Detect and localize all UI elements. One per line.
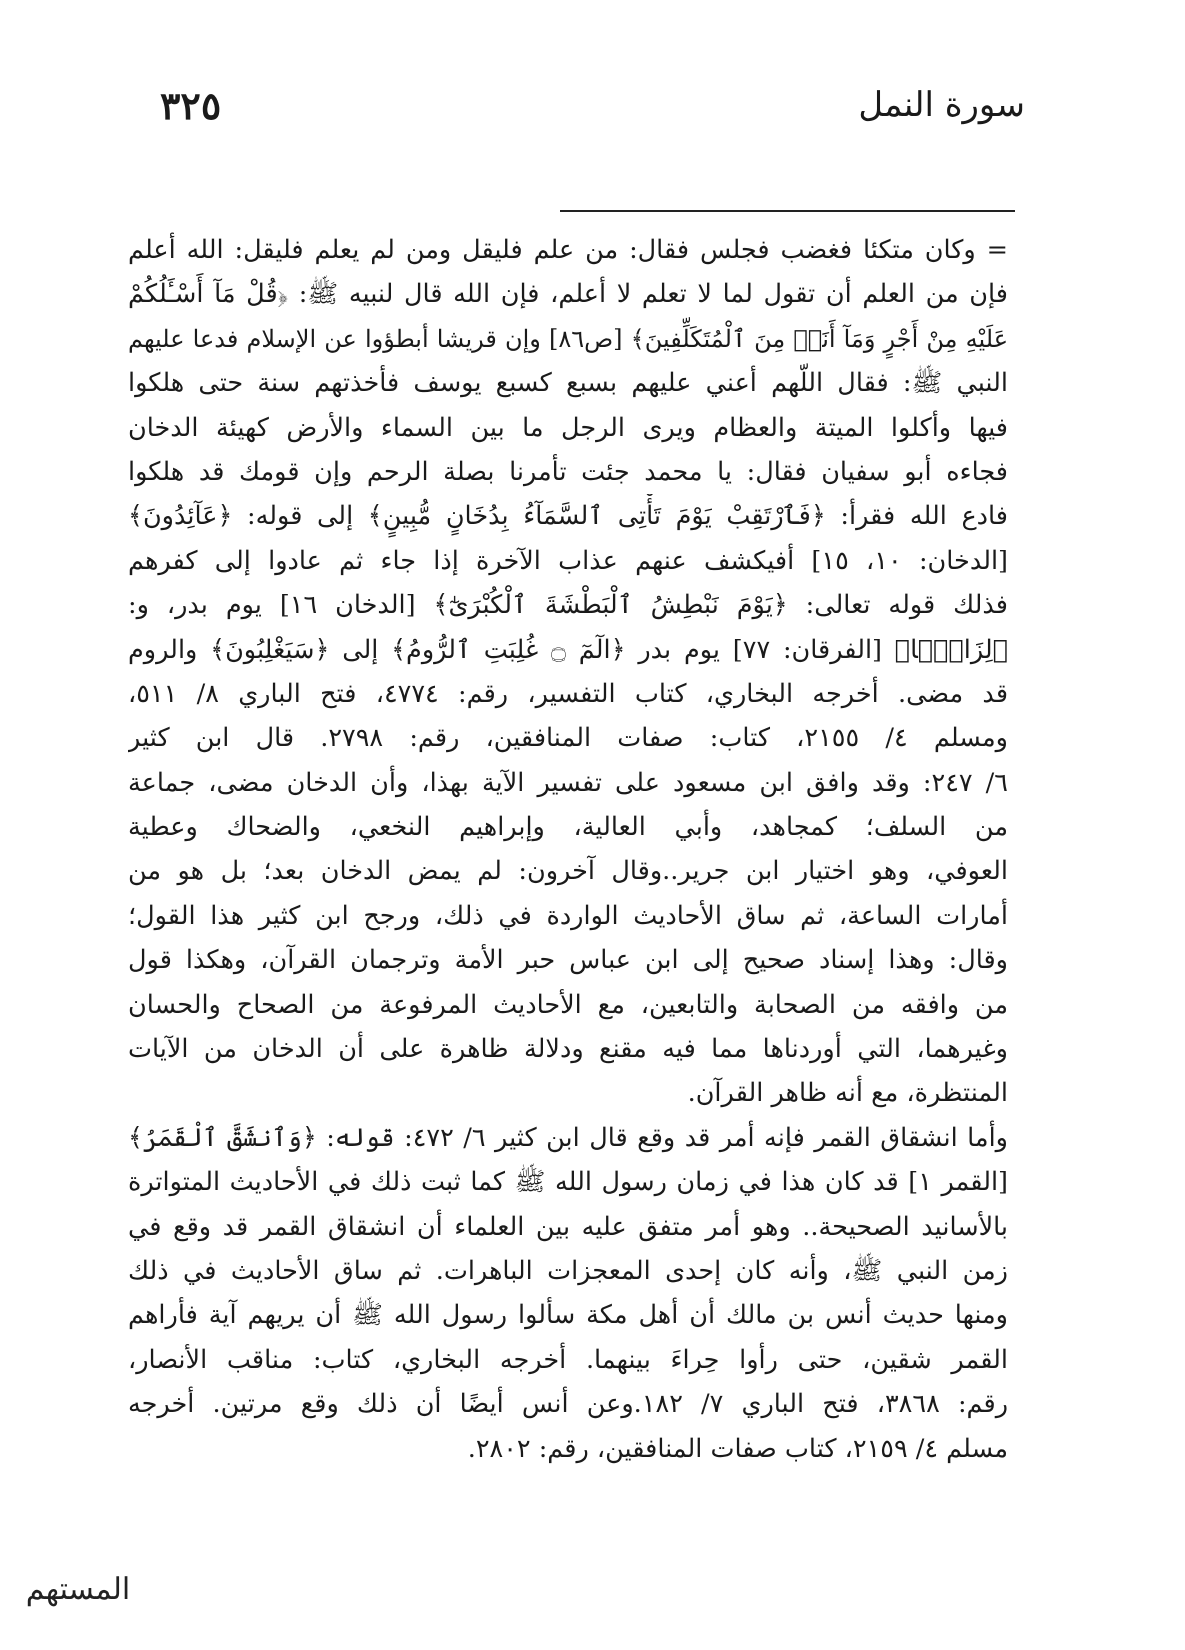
text-line: المنتظرة، مع أنه ظاهر القرآن. bbox=[687, 1078, 1008, 1109]
text-line: فذلك قوله تعالى: ﴿يَوْمَ نَبْطِشُ ٱلْبَطْشَةَ ٱلْكُبْرَىٰٓ﴾ [الدخان ١٦] يوم بدر، و: bbox=[128, 590, 1008, 621]
footnote-divider bbox=[560, 210, 1015, 212]
text-line: عَلَيْهِ مِنْ أَجْرٍ وَمَآ أَنَا۠ مِنَ ٱلْمُتَكَلِّفِينَ﴾ [ص٨٦] وإن قريشا أبطؤوا عن الإسلام فدعا عليهم bbox=[128, 324, 1008, 353]
text-line: = وكان متكئا فغضب فجلس فقال: من علم فليقل ومن لم يعلم فليقل: الله أعلم bbox=[128, 235, 1008, 265]
text-line: [الدخان: ١٠، ١٥] أفيكشف عنهم عذاب الآخرة إذا جاء ثم عادوا إلى كفرهم bbox=[128, 545, 1008, 576]
text-line: فيها وأكلوا الميتة والعظام ويرى الرجل ما بين السماء والأرض كهيئة الدخان bbox=[128, 412, 1008, 443]
page-header bbox=[160, 70, 1025, 140]
text-line: من السلف؛ كمجاهد، وأبي العالية، وإبراهيم النخعي، والضحاك وعطية bbox=[128, 812, 1008, 843]
text-line: بالأسانيد الصحيحة.. وهو أمر متفق عليه بين العلماء أن انشقاق القمر قد وقع في bbox=[128, 1211, 1008, 1242]
text-line: ﴿لِزَامًۢا﴾ [الفرقان: ٧٧] يوم بدر ﴿الٓمٓ ۝ غُلِبَتِ ٱلرُّومُ﴾ إلى ﴿سَيَغْلِبُونَ﴾ والروم bbox=[128, 634, 1008, 665]
text-line: ٦/ ٢٤٧: وقد وافق ابن مسعود على تفسير الآية بهذا، وأن الدخان مضى، جماعة bbox=[128, 767, 1008, 798]
surah-title: سورة النمل bbox=[858, 85, 1025, 125]
text-line: وغيرهما، التي أوردناها مما فيه مقنع ودلالة ظاهرة على أن الدخان من الآيات bbox=[128, 1034, 1008, 1065]
text-line: العوفي، وهو اختيار ابن جرير..وقال آخرون: لم يمض الدخان بعد؛ بل هو من bbox=[128, 856, 1008, 887]
text-line: رقم: ٣٨٦٨، فتح الباري ٧/ ١٨٢.وعن أنس أيضًا أن ذلك وقع مرتين. أخرجه bbox=[128, 1389, 1008, 1420]
watermark-logo bbox=[18, 1547, 138, 1632]
text-line: مسلم ٤/ ٢١٥٩، كتاب صفات المنافقين، رقم: ٢٨٠٢. bbox=[467, 1433, 1008, 1464]
text-line: من وافقه من الصحابة والتابعين، مع الأحاديث المرفوعة من الصحاح والحسان bbox=[128, 989, 1008, 1020]
text-line: قد مضى. أخرجه البخاري، كتاب التفسير، رقم: ٤٧٧٤، فتح الباري ٨/ ٥١١، bbox=[128, 678, 1008, 709]
page-number: ٣٢٥ bbox=[160, 82, 222, 128]
text-line: [القمر ١] قد كان هذا في زمان رسول الله ﷺ كما ثبت ذلك في الأحاديث المتواترة bbox=[128, 1167, 1008, 1198]
text-line: وأما انشقاق القمر فإنه أمر قد وقع قال ابن كثير ٦/ ٤٧٢: قوله: ﴿وَٱنشَقَّ ٱلْقَمَرُ﴾ bbox=[128, 1122, 1008, 1153]
text-line: فجاءه أبو سفيان فقال: يا محمد جئت تأمرنا بصلة الرحم وإن قومك قد هلكوا bbox=[128, 456, 1008, 487]
text-line: زمن النبي ﷺ، وأنه كان إحدى المعجزات الباهرات. ثم ساق الأحاديث في ذلك bbox=[128, 1255, 1008, 1286]
text-line: فادع الله فقرأ: ﴿فَٱرْتَقِبْ يَوْمَ تَأْتِى ٱلسَّمَآءُ بِدُخَانٍ مُّبِينٍ﴾ إلى قوله: ﴿عَآئِدُونَ﴾ bbox=[128, 501, 1008, 532]
text-line: فإن من العلم أن تقول لما لا تعلم لا أعلم، فإن الله قال لنبيه ﷺ: ﴿قُلْ مَآ أَسْـَٔلُكُمْ bbox=[128, 279, 1008, 310]
text-line: وقال: وهذا إسناد صحيح إلى ابن عباس حبر الأمة وترجمان القرآن، وهكذا قول bbox=[128, 945, 1008, 976]
watermark-text: المستهم bbox=[25, 1572, 131, 1607]
text-line: ومسلم ٤/ ٢١٥٥، كتاب: صفات المنافقين، رقم: ٢٧٩٨. قال ابن كثير bbox=[128, 723, 1008, 754]
footnote-body bbox=[128, 228, 1008, 1471]
text-line: القمر شقين، حتى رأوا حِراءَ بينهما. أخرجه البخاري، كتاب: مناقب الأنصار، bbox=[128, 1344, 1008, 1375]
text-line: النبي ﷺ: فقال اللّهم أعني عليهم بسبع كسبع يوسف فأخذتهم سنة حتى هلكوا bbox=[128, 368, 1008, 399]
text-line: ومنها حديث أنس بن مالك أن أهل مكة سألوا رسول الله ﷺ أن يريهم آية فأراهم bbox=[128, 1300, 1008, 1331]
text-line: أمارات الساعة، ثم ساق الأحاديث الواردة في ذلك، ورجح ابن كثير هذا القول؛ bbox=[128, 900, 1008, 931]
